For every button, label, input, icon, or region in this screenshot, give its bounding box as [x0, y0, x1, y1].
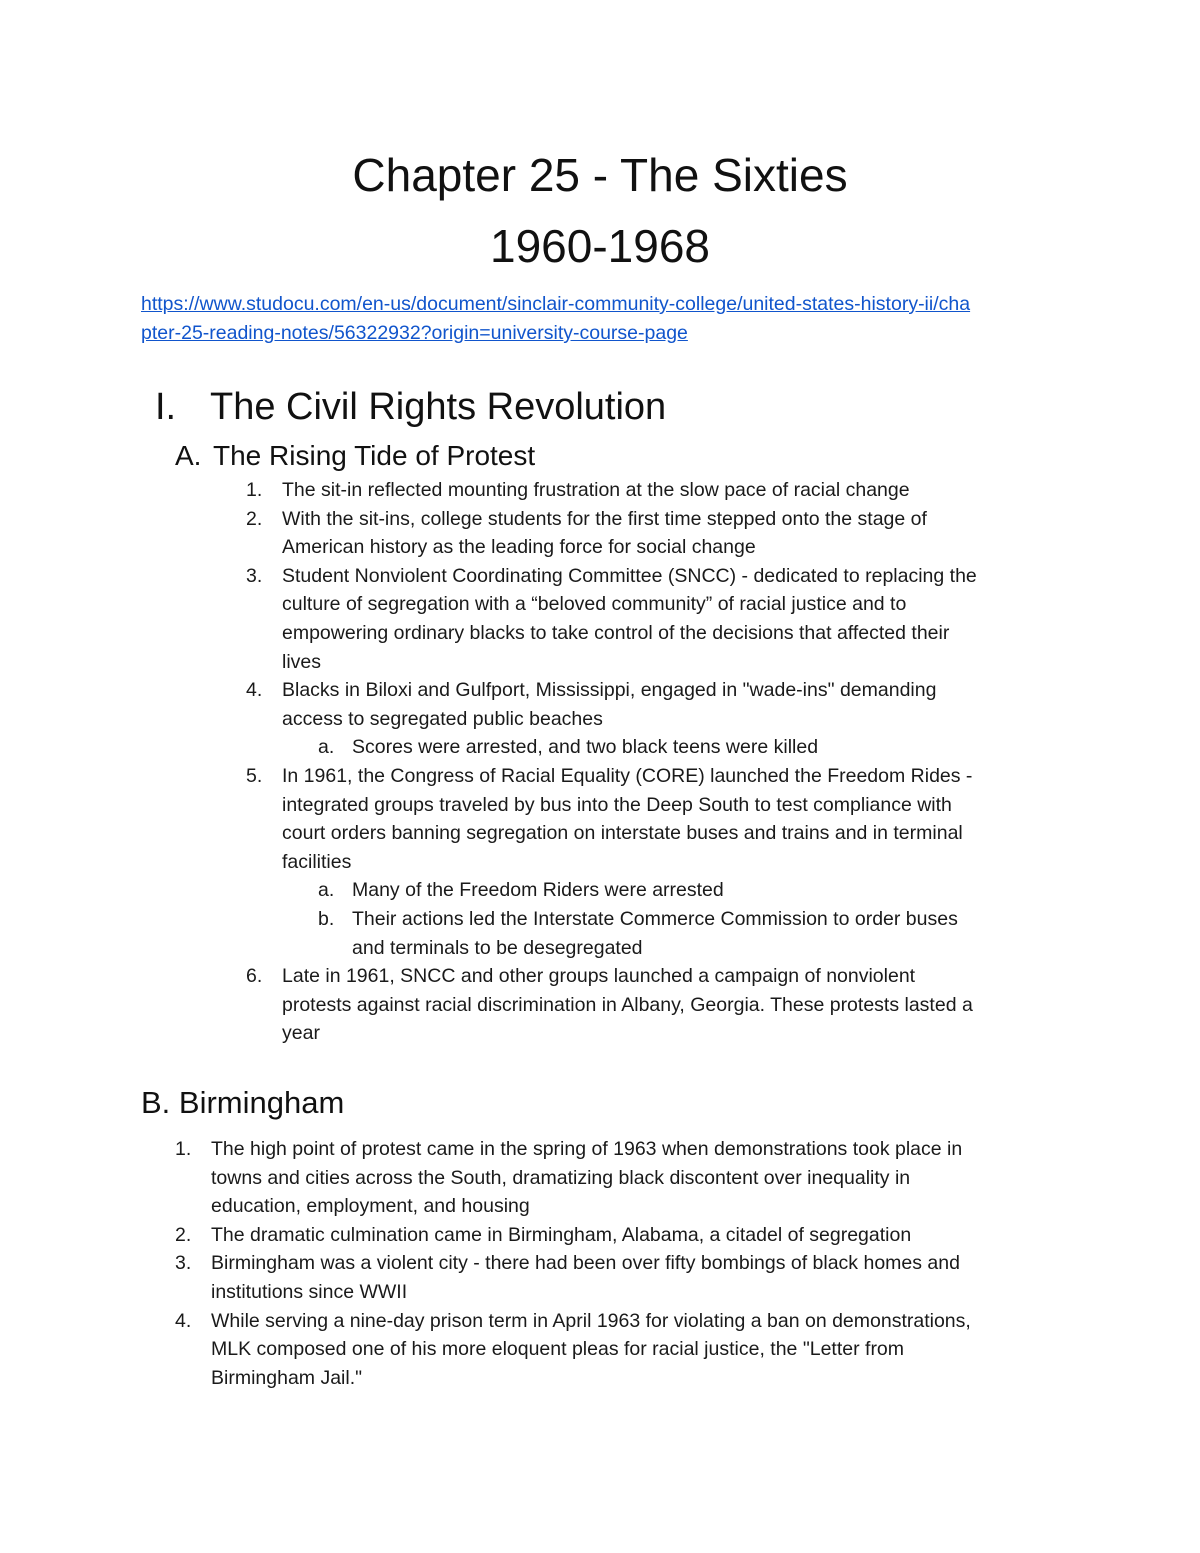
list-item-text-line: Many of the Freedom Riders were arrested — [352, 879, 724, 902]
section-heading-civil-rights — [155, 383, 666, 431]
sub-list-item — [246, 876, 1076, 905]
list-item-text-line: Birmingham Jail." — [211, 1366, 363, 1389]
list-item-text-line: Student Nonviolent Coordinating Committee (SNCC) - dedicated to replacing the — [282, 564, 977, 587]
list-item — [246, 562, 1076, 676]
list-item-text-line: protests against racial discrimination in Albany, Georgia. These protests lasted a — [282, 993, 973, 1016]
list-item-text-line: Late in 1961, SNCC and other groups launched a campaign of nonviolent — [282, 965, 916, 988]
list-item-text-line: MLK composed one of his more eloquent pleas for racial justice, the "Letter from — [211, 1338, 905, 1361]
list-item-text-line: Blacks in Biloxi and Gulfport, Mississippi, engaged in "wade-ins" demanding — [282, 679, 937, 702]
sub-list-item — [246, 905, 1076, 962]
list-item — [246, 676, 1076, 733]
list-item-text-line: Their actions led the Interstate Commerce Commission to order buses — [352, 907, 958, 930]
subsection-heading-rising-tide — [175, 438, 535, 474]
list-item-marker: 1. — [175, 1138, 192, 1160]
document-title: Chapter 25 - The Sixties — [352, 149, 848, 201]
sub-list-item — [246, 733, 1076, 762]
subsection-title: The Rising Tide of Protest — [213, 440, 536, 471]
list-item — [175, 1221, 1075, 1250]
subsection-heading-birmingham: B. Birmingham — [141, 1085, 345, 1120]
list-item-marker: b. — [318, 907, 335, 930]
source-link-line-2[interactable]: pter-25-reading-notes/56322932?origin=university-course-page — [141, 322, 688, 344]
list-item-text-line: court orders banning segregation on interstate buses and trains and in terminal — [282, 822, 963, 845]
list-item-text-line: facilities — [282, 850, 352, 873]
document-subtitle-years: 1960-1968 — [490, 220, 710, 272]
rising-tide-list — [246, 476, 1076, 1048]
list-item-marker: 4. — [246, 679, 263, 702]
list-item-text-line: integrated groups traveled by bus into the Deep South to test compliance with — [282, 793, 952, 816]
list-item-text-line: In 1961, the Congress of Racial Equality (CORE) launched the Freedom Rides - — [282, 764, 973, 787]
list-item — [246, 962, 1076, 1048]
list-item-marker: a. — [318, 736, 335, 759]
list-item — [175, 1307, 1075, 1393]
list-item-marker: 1. — [246, 479, 263, 501]
list-item-marker: 5. — [246, 764, 263, 787]
source-link[interactable] — [141, 290, 1071, 348]
list-item-marker: 2. — [246, 507, 263, 530]
list-item-text-line: institutions since WWII — [211, 1280, 408, 1303]
list-item-text-line: empowering ordinary blacks to take control of the decisions that affected their — [282, 621, 950, 644]
list-item-marker: 6. — [246, 965, 263, 988]
list-item-text-line: culture of segregation with a “beloved community” of racial justice and to — [282, 593, 907, 616]
list-item-marker: 4. — [175, 1309, 192, 1332]
list-item-text-line: lives — [282, 650, 322, 673]
list-item-marker: 2. — [175, 1223, 192, 1246]
section-number: I. — [155, 386, 177, 428]
list-item-text-line: With the sit-ins, college students for the first time stepped onto the stage of — [282, 507, 927, 530]
list-item-text-line: The dramatic culmination came in Birmingham, Alabama, a citadel of segregation — [211, 1223, 912, 1246]
list-item-text-line: year — [282, 1022, 320, 1045]
list-item — [175, 1135, 1075, 1221]
list-item-marker: 3. — [175, 1252, 192, 1275]
source-link-line-1[interactable]: https://www.studocu.com/en-us/document/sinclair-community-college/united-states-history-ii/cha — [141, 293, 971, 315]
list-item — [246, 476, 1076, 505]
list-item-marker: 3. — [246, 564, 263, 587]
list-item-text-line: access to segregated public beaches — [282, 707, 603, 730]
list-item-text-line: The high point of protest came in the spring of 1963 when demonstrations took place in — [211, 1138, 963, 1160]
section-title: The Civil Rights Revolution — [210, 386, 667, 428]
list-item-text-line: The sit-in reflected mounting frustration at the slow pace of racial change — [282, 479, 910, 501]
subsection-number: A. — [175, 440, 202, 471]
list-item — [246, 505, 1076, 562]
birmingham-list — [175, 1135, 1075, 1392]
list-item-text-line: and terminals to be desegregated — [352, 936, 643, 959]
list-item-text-line: education, employment, and housing — [211, 1195, 530, 1218]
list-item-text-line: While serving a nine-day prison term in April 1963 for violating a ban on demonstrations, — [211, 1309, 971, 1332]
list-item — [175, 1249, 1075, 1306]
list-item-text-line: Scores were arrested, and two black teens were killed — [352, 736, 819, 759]
list-item-text-line: Birmingham was a violent city - there had been over fifty bombings of black homes and — [211, 1252, 960, 1275]
list-item — [246, 762, 1076, 876]
list-item-text-line: towns and cities across the South, dramatizing black discontent over inequality in — [211, 1166, 911, 1189]
list-item-text-line: American history as the leading force for social change — [282, 536, 756, 559]
list-item-marker: a. — [318, 879, 335, 902]
